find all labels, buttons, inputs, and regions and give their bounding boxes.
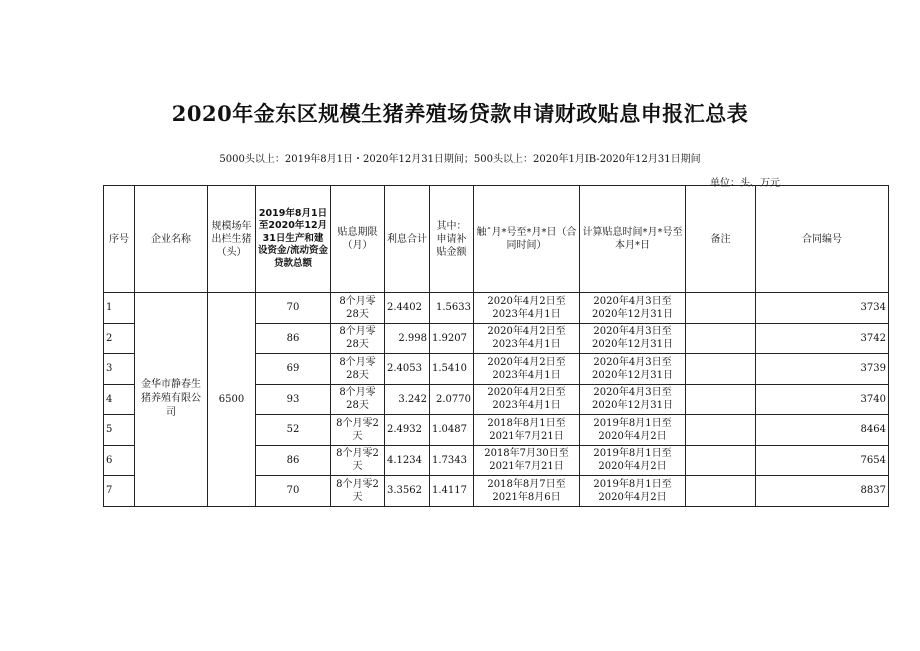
- header-scale: 规模场年出栏生猪（头）: [208, 186, 256, 293]
- cell-scale: 6500: [208, 293, 256, 507]
- cell-contract-no: 8464: [756, 415, 889, 446]
- cell-contract-no: 3739: [756, 354, 889, 385]
- cell-interest: 3.242: [385, 384, 430, 415]
- cell-loan: 52: [256, 415, 331, 446]
- cell-loan: 86: [256, 445, 331, 476]
- cell-contract-time: 2018年8月1日至2021年7月21日: [474, 415, 580, 446]
- cell-loan: 86: [256, 323, 331, 354]
- cell-note: [686, 293, 756, 324]
- cell-interest: 3.3562: [385, 476, 430, 507]
- table-header-row: [104, 186, 889, 293]
- header-company: 企业名称: [135, 186, 208, 293]
- cell-contract-time: 2020年4月2日至2023年4月1日: [474, 323, 580, 354]
- cell-calc-time: 2019年8月1日至2020年4月2日: [580, 476, 686, 507]
- cell-seq: 6: [104, 445, 135, 476]
- cell-contract-time: 2020年4月2日至2023年4月1日: [474, 384, 580, 415]
- cell-calc-time: 2020年4月3日至2020年12月31日: [580, 354, 686, 385]
- cell-calc-time: 2020年4月3日至2020年12月31日: [580, 293, 686, 324]
- cell-note: [686, 445, 756, 476]
- cell-contract-no: 3742: [756, 323, 889, 354]
- cell-subsidy: 2.0770: [430, 384, 474, 415]
- cell-interest: 2.4402: [385, 293, 430, 324]
- cell-period: 8个月零28天: [331, 384, 385, 415]
- table-row: [104, 293, 889, 324]
- cell-subsidy: 1.4117: [430, 476, 474, 507]
- header-interest: 利息合计: [385, 186, 430, 293]
- cell-calc-time: 2020年4月3日至2020年12月31日: [580, 323, 686, 354]
- header-subsidy: 其中：申请补贴金额: [430, 186, 474, 293]
- cell-subsidy: 1.7343: [430, 445, 474, 476]
- cell-loan: 70: [256, 476, 331, 507]
- cell-contract-time: 2018年8月7日至2021年8月6日: [474, 476, 580, 507]
- header-calc-time: 计算贴息时间*月*号至本月*日: [580, 186, 686, 293]
- cell-contract-no: 3734: [756, 293, 889, 324]
- cell-period: 8个月零2天: [331, 445, 385, 476]
- cell-subsidy: 1.0487: [430, 415, 474, 446]
- cell-seq: 3: [104, 354, 135, 385]
- cell-seq: 7: [104, 476, 135, 507]
- cell-calc-time: 2019年8月1日至2020年4月2日: [580, 415, 686, 446]
- cell-period: 8个月零28天: [331, 293, 385, 324]
- cell-subsidy: 1.9207: [430, 323, 474, 354]
- cell-note: [686, 415, 756, 446]
- cell-seq: 2: [104, 323, 135, 354]
- cell-calc-time: 2019年8月1日至2020年4月2日: [580, 445, 686, 476]
- header-note: 备注: [686, 186, 756, 293]
- cell-note: [686, 354, 756, 385]
- header-seq: 序号: [104, 186, 135, 293]
- cell-contract-time: 2020年4月2日至2023年4月1日: [474, 293, 580, 324]
- cell-note: [686, 384, 756, 415]
- cell-company: 金华市静春生猪养殖有限公司: [135, 293, 208, 507]
- period-subtitle: 5000头以上：2019年8月1日・2020年12月31日期间；500头以上：2020年1月IB-2020年12月31日期间: [219, 154, 701, 165]
- cell-interest: 2.4053: [385, 354, 430, 385]
- summary-table: [103, 185, 889, 507]
- cell-contract-no: 7654: [756, 445, 889, 476]
- cell-period: 8个月零2天: [331, 476, 385, 507]
- cell-seq: 5: [104, 415, 135, 446]
- cell-interest: 2.998: [385, 323, 430, 354]
- cell-interest: 4.1234: [385, 445, 430, 476]
- header-contract-time: 触ˆ月*号至*月*日（合同时间）: [474, 186, 580, 293]
- cell-contract-time: 2020年4月2日至2023年4月1日: [474, 354, 580, 385]
- header-loan-total: 2019年8月1日至2020年12月31日生产和建设资金/流动资金贷款总额: [256, 186, 331, 293]
- cell-note: [686, 476, 756, 507]
- cell-interest: 2.4932: [385, 415, 430, 446]
- cell-note: [686, 323, 756, 354]
- cell-loan: 69: [256, 354, 331, 385]
- cell-subsidy: 1.5633: [430, 293, 474, 324]
- cell-loan: 70: [256, 293, 331, 324]
- cell-contract-no: 8837: [756, 476, 889, 507]
- cell-calc-time: 2020年4月3日至2020年12月31日: [580, 384, 686, 415]
- header-contract-no: 合同编号: [756, 186, 889, 293]
- cell-contract-time: 2018年7月30日至2021年7月21日: [474, 445, 580, 476]
- cell-period: 8个月零2天: [331, 415, 385, 446]
- cell-subsidy: 1.5410: [430, 354, 474, 385]
- cell-seq: 4: [104, 384, 135, 415]
- cell-contract-no: 3740: [756, 384, 889, 415]
- page-title: 2020年金东区规模生猪养殖场贷款申请财政贴息申报汇总表: [171, 101, 749, 126]
- cell-period: 8个月零28天: [331, 323, 385, 354]
- unit-label: 单位：头、万元: [710, 178, 780, 189]
- cell-loan: 93: [256, 384, 331, 415]
- header-period: 贴息期限（月）: [331, 186, 385, 293]
- cell-period: 8个月零28天: [331, 354, 385, 385]
- cell-seq: 1: [104, 293, 135, 324]
